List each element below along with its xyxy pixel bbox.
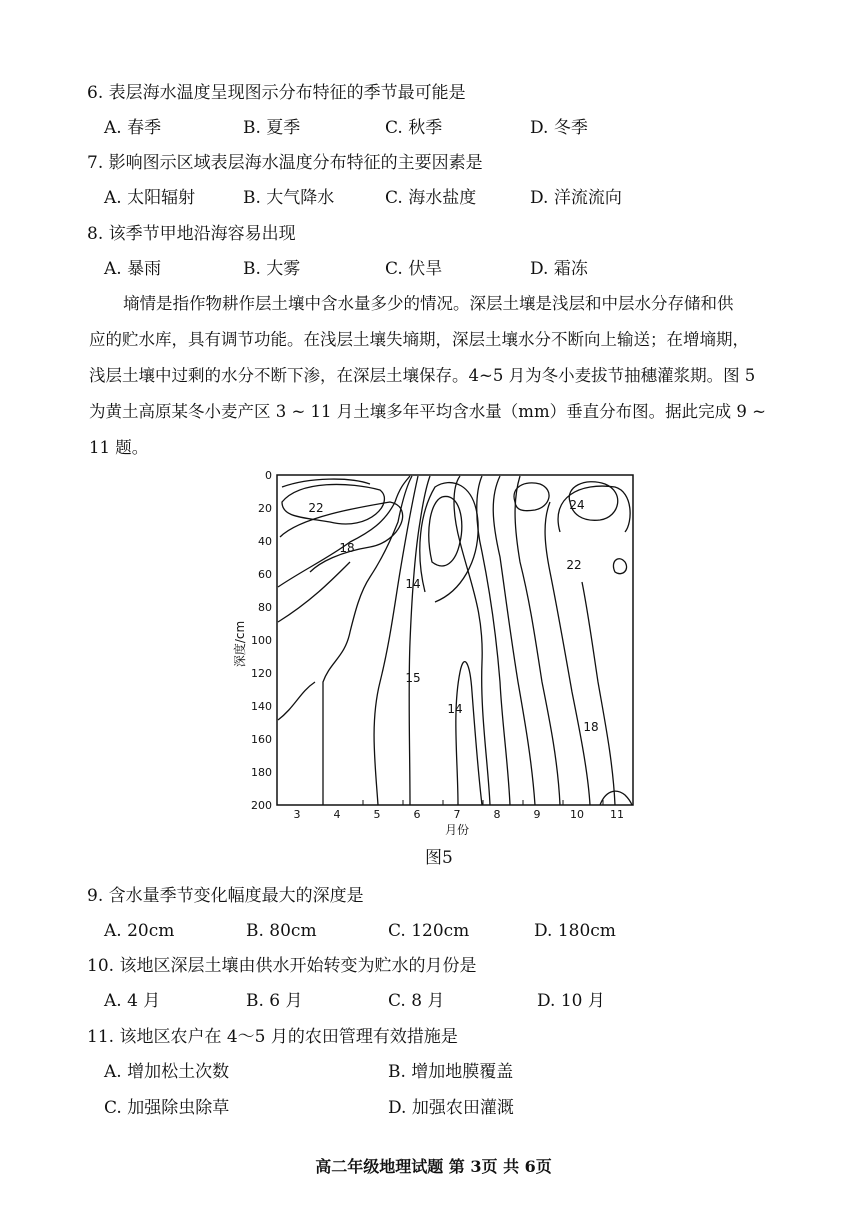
page-footer: 高二年级地理试题 第 3页 共 6页 <box>315 1157 552 1176</box>
y-tick-label: 60 <box>258 568 272 581</box>
passage-line: 为黄土高原某冬小麦产区 3 ~ 11 月土壤多年平均含水量（mm）垂直分布图。据此完成 9 ~ <box>89 402 766 421</box>
contour-line <box>493 476 535 805</box>
q6-option-c: C. 秋季 <box>385 118 443 138</box>
x-tick-label: 3 <box>293 808 301 821</box>
x-axis-label: 月份 <box>444 823 470 837</box>
contour-line <box>280 502 403 572</box>
contour-line <box>600 791 632 805</box>
q10-option-b: B. 6 月 <box>246 991 303 1011</box>
contour-line <box>278 476 410 587</box>
q7-option-c: C. 海水盐度 <box>385 188 477 208</box>
q9-option-a: A. 20cm <box>104 921 175 941</box>
question-11-stem: 11. 该地区农户在 4～5 月的农田管理有效措施是 <box>87 1027 458 1047</box>
contour-value-label: 18 <box>339 541 355 555</box>
y-tick-label: 180 <box>251 766 272 779</box>
contour-value-label: 14 <box>447 702 463 716</box>
y-tick-label: 80 <box>258 601 272 614</box>
q8-option-c: C. 伏旱 <box>385 259 443 279</box>
x-tick-label: 4 <box>333 808 341 821</box>
q6-option-d: D. 冬季 <box>530 118 588 138</box>
contour-line <box>278 682 315 720</box>
question-9-stem: 9. 含水量季节变化幅度最大的深度是 <box>87 886 364 906</box>
contour-line <box>514 483 549 511</box>
question-10-stem: 10. 该地区深层土壤由供水开始转变为贮水的月份是 <box>87 956 477 976</box>
contour-line <box>456 662 482 805</box>
q8-option-d: D. 霜冻 <box>530 259 588 279</box>
q10-option-d: D. 10 月 <box>537 991 605 1011</box>
contour-value-label: 24 <box>569 498 585 512</box>
contour-line <box>282 484 384 524</box>
q8-option-a: A. 暴雨 <box>104 259 162 279</box>
question-6-stem: 6. 表层海水温度呈现图示分布特征的季节最可能是 <box>87 83 466 103</box>
q11-option-b: B. 增加地膜覆盖 <box>388 1062 514 1082</box>
passage-line: 应的贮水库，具有调节功能。在浅层土壤失墒期，深层土壤水分不断向上输送；在增墒期， <box>89 330 749 349</box>
contour-line <box>515 476 560 805</box>
contour-line <box>613 559 626 574</box>
contour-value-label: 14 <box>405 577 421 591</box>
q11-option-d: D. 加强农田灌溉 <box>388 1098 514 1118</box>
plot-frame <box>277 475 633 805</box>
contour-value-label: 22 <box>566 558 582 572</box>
y-tick-label: 0 <box>265 469 272 482</box>
contour-line <box>409 476 430 805</box>
q11-option-a: A. 增加松土次数 <box>104 1062 230 1082</box>
y-tick-label: 20 <box>258 502 272 515</box>
passage-line: 墒情是指作物耕作层土壤中含水量多少的情况。深层土壤是浅层和中层水分存储和供 <box>123 294 734 313</box>
y-tick-label: 120 <box>251 667 272 680</box>
y-tick-label: 200 <box>251 799 272 812</box>
contour-line <box>278 562 350 622</box>
contour-line <box>454 476 490 805</box>
q8-option-b: B. 大雾 <box>243 259 301 279</box>
q10-option-a: A. 4 月 <box>104 991 161 1011</box>
q7-option-b: B. 大气降水 <box>243 188 335 208</box>
q7-option-d: D. 洋流流向 <box>530 188 622 208</box>
contour-value-label: 15 <box>405 671 421 685</box>
y-axis-label: 深度/cm <box>233 620 247 668</box>
q9-option-b: B. 80cm <box>246 921 317 941</box>
x-tick-label: 8 <box>493 808 501 821</box>
y-tick-label: 100 <box>251 634 272 647</box>
passage <box>89 286 779 466</box>
contour-line <box>545 502 590 805</box>
q9-option-d: D. 180cm <box>534 921 616 941</box>
y-tick-label: 40 <box>258 535 272 548</box>
q9-option-c: C. 120cm <box>388 921 470 941</box>
x-tick-label: 11 <box>610 808 624 821</box>
q11-option-c: C. 加强除虫除草 <box>104 1098 230 1118</box>
x-tick-label: 9 <box>533 808 541 821</box>
question-8-stem: 8. 该季节甲地沿海容易出现 <box>87 224 296 244</box>
x-tick-label: 5 <box>373 808 381 821</box>
x-tick-label: 6 <box>413 808 421 821</box>
x-tick-label: 7 <box>453 808 461 821</box>
contour-value-label: 18 <box>583 720 599 734</box>
x-tick-label: 10 <box>570 808 584 821</box>
q6-option-b: B. 夏季 <box>243 118 301 138</box>
soil-moisture-contour-figure <box>220 462 650 842</box>
q7-option-a: A. 太阳辐射 <box>104 188 196 208</box>
q10-option-c: C. 8 月 <box>388 991 445 1011</box>
passage-line: 11 题。 <box>89 438 149 457</box>
y-tick-label: 140 <box>251 700 272 713</box>
question-7-stem: 7. 影响图示区域表层海水温度分布特征的主要因素是 <box>87 153 483 173</box>
q6-option-a: A. 春季 <box>104 118 162 138</box>
contour-value-label: 22 <box>308 501 324 515</box>
y-tick-label: 160 <box>251 733 272 746</box>
passage-line: 浅层土壤中过剩的水分不断下渗，在深层土壤保存。4~5 月为冬小麦拔节抽穗灌浆期。图 5 <box>89 366 756 385</box>
figure-caption: 图5 <box>425 848 453 868</box>
contour-line <box>323 476 412 805</box>
